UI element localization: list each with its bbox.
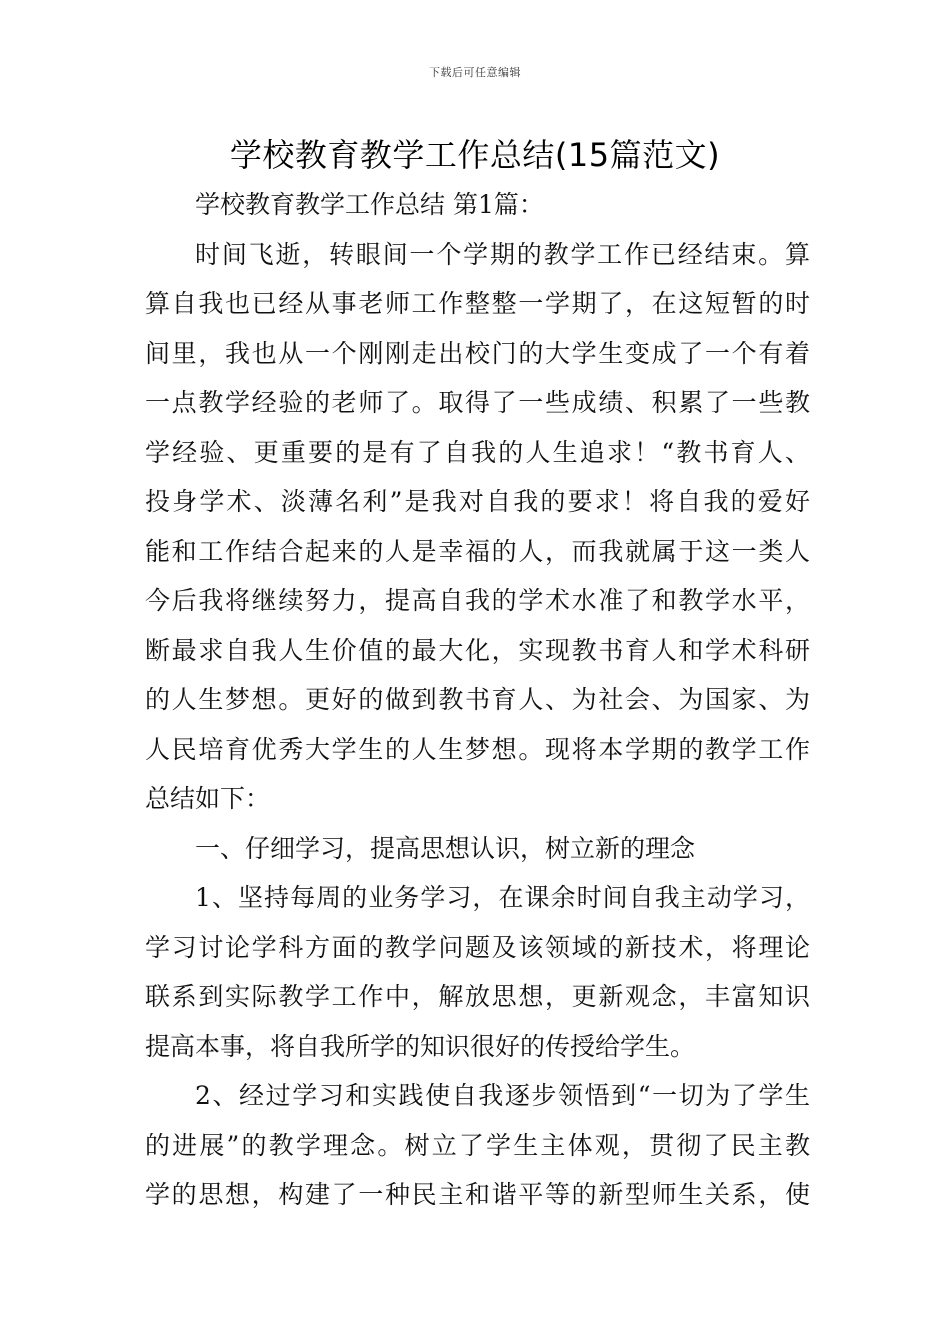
paragraph-line: 的人生梦想。更好的做到教书育人、为社会、为国家、为 xyxy=(145,685,810,714)
paragraph-line: 间里，我也从一个刚刚走出校门的大学生变成了一个有着 xyxy=(145,338,810,368)
paragraph-line: 一点教学经验的老师了。取得了一些成绩、积累了一些教 xyxy=(145,388,810,417)
document-body xyxy=(145,180,810,1220)
paragraph-line: 总结如下： xyxy=(145,784,271,813)
section-heading: 一、仔细学习，提高思想认识，树立新的理念 xyxy=(195,833,696,863)
paragraph-line: 时间飞逝，转眼间一个学期的教学工作已经结束。算 xyxy=(195,239,810,269)
paragraph-line: 联系到实际教学工作中，解放思想，更新观念，丰富知识 xyxy=(145,982,810,1011)
paragraph-line: 的进展”的教学理念。树立了学生主体观，贯彻了民主教 xyxy=(145,1130,810,1160)
paragraph-line: 学经验、更重要的是有了自我的人生追求！“教书育人、 xyxy=(145,437,810,467)
paragraph-line: 提高本事，将自我所学的知识很好的传授给学生。 xyxy=(145,1031,696,1061)
paragraph-line: 今后我将继续努力，提高自我的学术水准了和教学水平， xyxy=(145,586,810,615)
paragraph-line: 能和工作结合起来的人是幸福的人，而我就属于这一类人 xyxy=(145,536,810,566)
paragraph-line: 算自我也已经从事老师工作整整一学期了，在这短暂的时 xyxy=(145,289,810,318)
paragraph-line: 断最求自我人生价值的最大化，实现教书育人和学术科研 xyxy=(145,635,810,665)
paragraph-line: 2、经过学习和实践使自我逐步领悟到“一切为了学生 xyxy=(195,1081,810,1110)
paragraph-line: 1、坚持每周的业务学习，在课余时间自我主动学习， xyxy=(195,883,810,912)
paragraph-line: 投身学术、淡薄名利”是我对自我的要求！将自我的爱好 xyxy=(145,487,810,516)
paragraph-line: 学的思想，构建了一种民主和谐平等的新型师生关系，使 xyxy=(145,1180,810,1209)
paragraph-line: 人民培育优秀大学生的人生梦想。现将本学期的教学工作 xyxy=(145,734,810,764)
paragraph-line: 学习讨论学科方面的教学问题及该领域的新技术，将理论 xyxy=(145,932,810,962)
document-title: 学校教育教学工作总结(15篇范文) xyxy=(229,136,721,174)
header-note: 下载后可任意编辑 xyxy=(429,66,521,79)
section-subtitle: 学校教育教学工作总结 第1篇： xyxy=(195,190,544,219)
